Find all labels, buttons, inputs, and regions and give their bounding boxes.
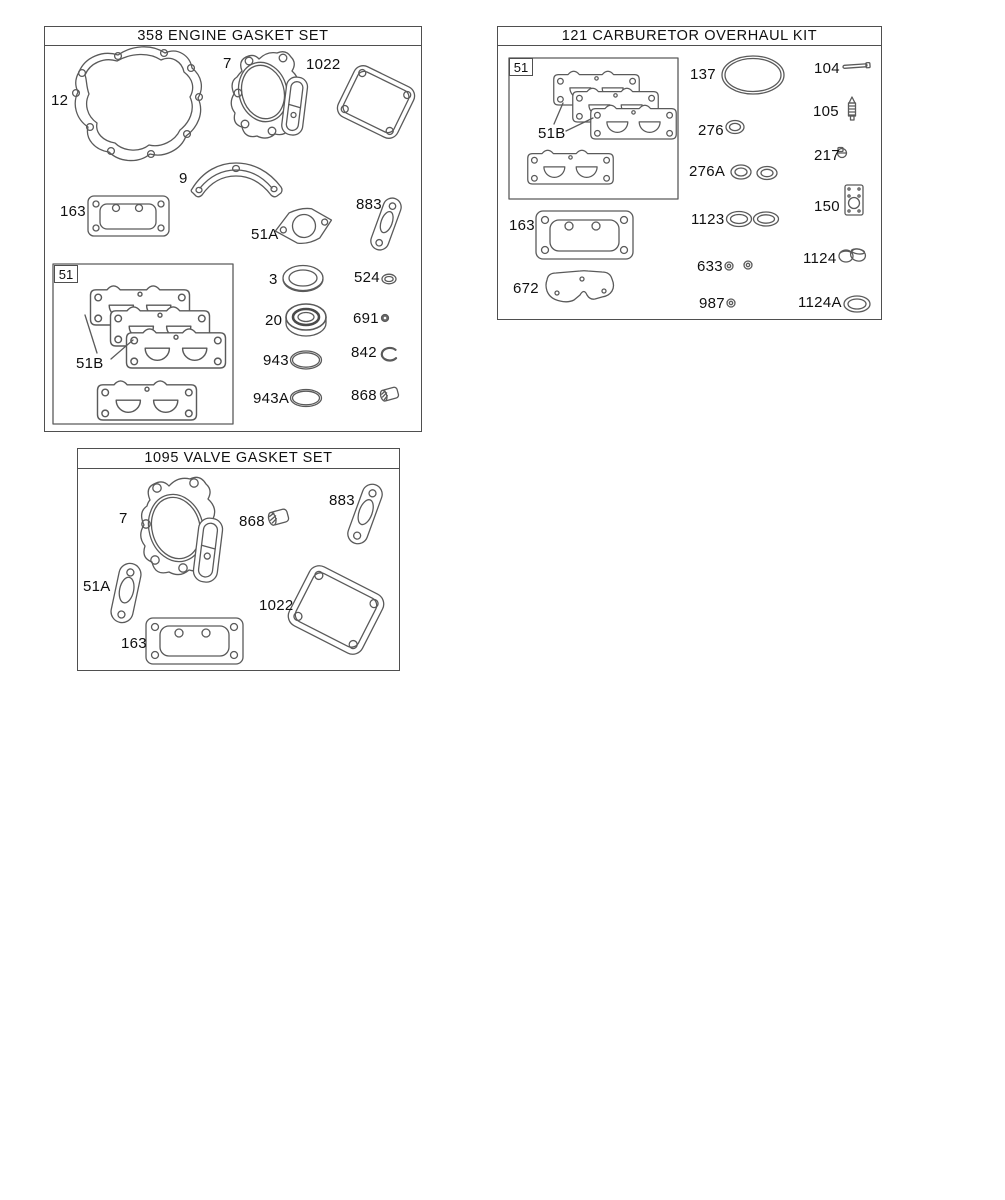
part-label-163: 163 xyxy=(509,217,535,234)
part-label-163: 163 xyxy=(60,203,86,220)
part-163-drawing xyxy=(88,196,169,236)
part-672-drawing xyxy=(546,271,614,302)
part-label-1022: 1022 xyxy=(306,56,341,73)
part-label-104: 104 xyxy=(814,60,840,77)
part-1022-drawing xyxy=(284,562,387,658)
part-label-883: 883 xyxy=(329,492,355,509)
part-label-3: 3 xyxy=(269,271,278,288)
part-868-drawing xyxy=(267,508,289,526)
part-label-150: 150 xyxy=(814,198,840,215)
part-label-217: 217 xyxy=(814,147,840,164)
part-943A-drawing xyxy=(291,390,322,407)
part-label-12: 12 xyxy=(51,92,69,109)
engine-gasket-set-drawing xyxy=(45,45,421,431)
group-51-box xyxy=(53,264,233,424)
part-12-drawing xyxy=(73,47,203,161)
part-label-163: 163 xyxy=(121,635,147,652)
carburetor-overhaul-kit-drawing xyxy=(498,45,881,319)
part-label-943A: 943A xyxy=(253,390,290,407)
part-label-883: 883 xyxy=(356,196,382,213)
part-20-drawing xyxy=(286,304,326,336)
part-label-987: 987 xyxy=(699,295,725,312)
part-524-drawing xyxy=(382,274,396,284)
engine-gasket-set-title: 358 ENGINE GASKET SET xyxy=(45,27,421,46)
part-987-drawing xyxy=(727,299,735,307)
part-51B-gasket xyxy=(528,150,614,184)
part-1124-drawing xyxy=(839,247,867,262)
part-label-868: 868 xyxy=(239,513,265,530)
part-943-drawing xyxy=(291,351,322,369)
part-label-7: 7 xyxy=(119,510,128,527)
group-51-box xyxy=(509,58,678,199)
part-691-drawing xyxy=(382,315,389,322)
part-163-drawing xyxy=(146,618,243,664)
part-51A-drawing xyxy=(273,205,334,247)
part-633-drawing xyxy=(725,261,752,270)
part-label-51B: 51B xyxy=(538,125,566,142)
part-label-276: 276 xyxy=(698,122,724,139)
part-51A-drawing xyxy=(109,561,143,624)
part-label-943: 943 xyxy=(263,352,289,369)
part-label-868: 868 xyxy=(351,387,377,404)
part-1124A-drawing xyxy=(844,296,870,312)
part-label-1124A: 1124A xyxy=(798,294,842,311)
valve-gasket-set-box xyxy=(77,448,400,671)
part-label-20: 20 xyxy=(265,312,283,329)
valve-gasket-set-title: 1095 VALVE GASKET SET xyxy=(78,449,399,469)
part-label-842: 842 xyxy=(351,344,377,361)
part-label-51A: 51A xyxy=(83,578,111,595)
part-label-633: 633 xyxy=(697,258,723,275)
part-label-137: 137 xyxy=(690,66,716,83)
part-7-drawing xyxy=(141,477,224,583)
part-276-drawing xyxy=(726,121,744,134)
part-label-1123: 1123 xyxy=(691,211,725,228)
part-label-672: 672 xyxy=(513,280,539,297)
carburetor-overhaul-kit-box xyxy=(497,26,882,320)
part-9-drawing xyxy=(191,163,282,197)
part-868-drawing xyxy=(379,387,399,402)
part-label-1124: 1124 xyxy=(803,250,837,267)
engine-gasket-set-box xyxy=(44,26,422,432)
part-51B-gasket xyxy=(98,381,197,420)
part-51B-gasket xyxy=(127,329,226,368)
part-label-105: 105 xyxy=(813,103,839,120)
carburetor-overhaul-kit-title: 121 CARBURETOR OVERHAUL KIT xyxy=(498,27,881,46)
part-label-51A: 51A xyxy=(251,226,279,243)
part-163-drawing xyxy=(536,211,633,259)
leader-line xyxy=(554,103,563,124)
part-label-9: 9 xyxy=(179,170,188,187)
part-137-drawing xyxy=(722,56,784,94)
part-3-drawing xyxy=(283,266,323,292)
part-51B-gasket xyxy=(591,105,677,139)
part-label-1022: 1022 xyxy=(259,597,294,614)
group-51-tag: 51 xyxy=(54,265,78,283)
part-label-276A: 276A xyxy=(689,163,726,180)
part-842-drawing xyxy=(382,348,396,361)
part-1123-drawing xyxy=(727,212,779,227)
part-label-524: 524 xyxy=(354,269,380,286)
part-label-691: 691 xyxy=(353,310,379,327)
part-105-drawing xyxy=(849,97,856,120)
part-276A-drawing xyxy=(731,165,777,180)
part-label-7: 7 xyxy=(223,55,232,72)
part-1022-drawing xyxy=(334,62,418,141)
group-51-tag: 51 xyxy=(509,58,533,76)
part-104-drawing xyxy=(843,63,870,70)
part-label-51B: 51B xyxy=(76,355,104,372)
part-150-drawing xyxy=(845,185,863,215)
part-7-drawing xyxy=(231,52,308,138)
